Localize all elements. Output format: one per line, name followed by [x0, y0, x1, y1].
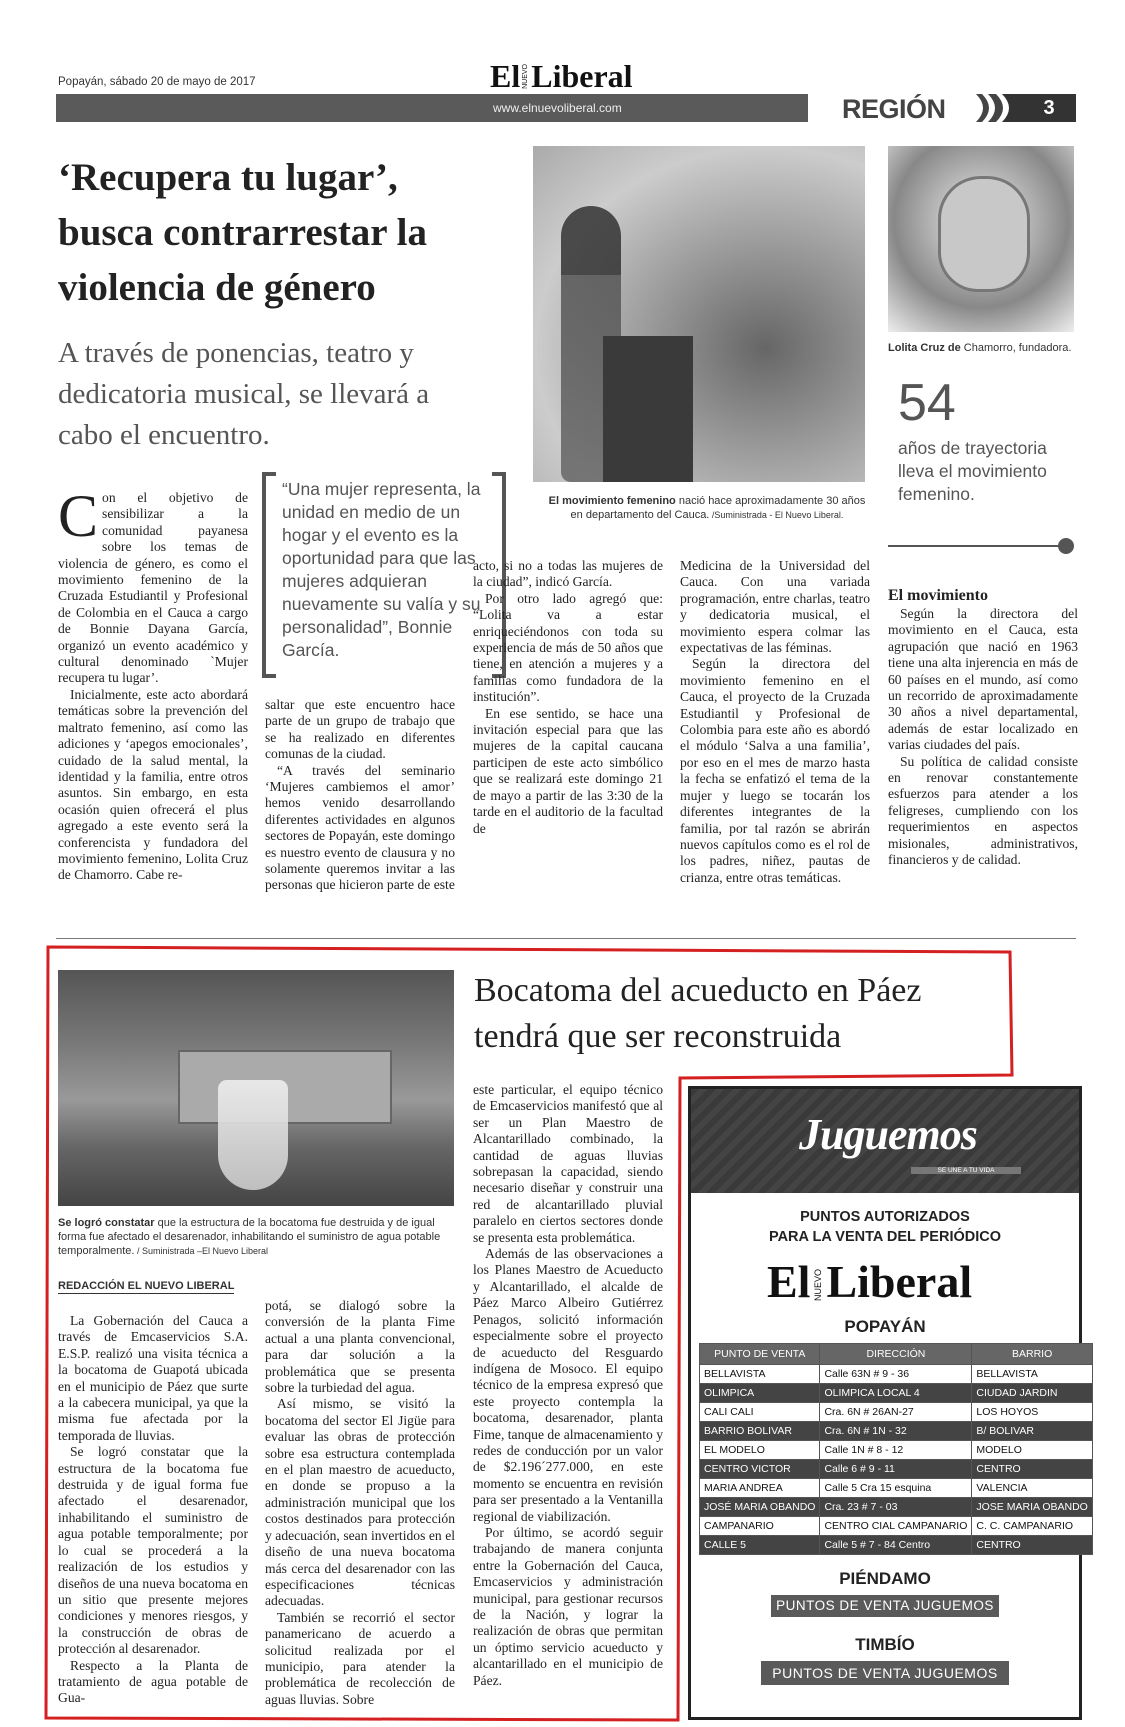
table-cell: BELLAVISTA [972, 1365, 1092, 1384]
table-cell: Calle 63N # 9 - 36 [820, 1365, 972, 1384]
table-row [700, 1403, 1093, 1422]
ad-logo-liberal: Liberal [826, 1256, 973, 1307]
table-row [700, 1422, 1093, 1441]
article2-col1-p3: Respecto a la Planta de tratamiento de agua potable de Gua- [58, 1657, 248, 1706]
stat-divider [888, 545, 1062, 547]
header-logo-liberal: Liberal [531, 58, 633, 94]
article2-column-3 [473, 1082, 663, 1689]
article1-column-1 [58, 483, 248, 884]
table-cell: CAMPANARIO [700, 1517, 820, 1536]
ad-piendamo-points: PUNTOS DE VENTA JUGUEMOS [771, 1595, 999, 1617]
table-cell: BARRIO BOLIVAR [700, 1422, 820, 1441]
ad-timbio-points: PUNTOS DE VENTA JUGUEMOS [761, 1661, 1009, 1685]
table-header-cell: DIRECCIÓN [820, 1344, 972, 1365]
water-flow [218, 1080, 288, 1190]
side-p1: Según la directora del movimiento en el Cauca, esta agrupación que nació en 1963 tiene una alta injerencia en más de 60 países en el mundo, así como un recorrido de aproximadamente 30 años a nivel departamental, además de estar localizado en varias ciudades del país. [888, 606, 1078, 753]
article2-title-line1: Bocatoma del acueducto en Páez [474, 972, 922, 1009]
article1-column-3 [473, 558, 663, 837]
ad-logo-nuevo: NUEVO [813, 1268, 824, 1301]
table-header-cell: PUNTO DE VENTA [700, 1344, 820, 1365]
quote-text: “Una mujer representa, la unidad en medio de un hogar y el evento es la oportunidad para que las mujeres adquieran nuevamente su valía y su personalidad”, Bonnie García. [282, 479, 481, 660]
table-cell: JOSÉ MARIA OBANDO [700, 1498, 820, 1517]
article2-col3-p1: este particular, el equipo técnico de Emcaservicios manifestó que al ser un Plan Maestro de Alcantarillado combinado, la cantidad de aguas lluvias sobrepasan la capacidad, siendo necesario diseñar y construir una red de alcantarillado pluvial paralelo en ciertos sectores donde se presenta esta problemática. [473, 1082, 663, 1245]
table-cell: CIUDAD JARDIN [972, 1384, 1092, 1403]
page-number: 3 [1022, 94, 1076, 122]
article1-title [58, 150, 528, 315]
table-cell: JOSE MARIA OBANDO [972, 1498, 1092, 1517]
table-cell: OLIMPICA LOCAL 4 [820, 1384, 972, 1403]
quote-bracket-left [262, 472, 276, 678]
section-arrows-icon [972, 94, 1022, 122]
table-cell: Calle 6 # 9 - 11 [820, 1460, 972, 1479]
lectern [603, 336, 693, 482]
ad-logo-el: El [767, 1256, 811, 1307]
article1-col1-p2: Inicialmente, este acto abordará temáticas sobre la prevención del maltrato femenino, así como las adiciones y ‘apegos emocionales’, cuidado de la salud mental, la identidad y la familia, entre otros asuntos. Sin embargo, en esta ocasión quien ofrecerá el plus agregado a este evento será la conferencista y fundadora del movimiento femenino, Lolita Cruz de Chamorro. Cabe re- [58, 686, 248, 883]
table-cell: CENTRO [972, 1460, 1092, 1479]
table-cell: Calle 1N # 8 - 12 [820, 1441, 972, 1460]
section-label: REGIÓN [842, 94, 946, 124]
table-row [700, 1479, 1093, 1498]
table-cell: BELLAVISTA [700, 1365, 820, 1384]
header-logo-el: El [490, 58, 521, 94]
stat-text: años de trayectoria lleva el movimiento femenino. [898, 438, 1047, 504]
article1-col4-p1: Medicina de la Universidad del Cauca. Con una variada programación, entre charlas, teatro y dedicatoria musical, el movimiento espera colmar las expectativas de las féminas. [680, 558, 870, 656]
article1-subtitle [58, 333, 528, 456]
table-cell: MARIA ANDREA [700, 1479, 820, 1498]
table-row [700, 1384, 1093, 1403]
ad-city-popayan: POPAYÁN [844, 1317, 926, 1336]
table-row [700, 1441, 1093, 1460]
bocatoma-photo [58, 970, 454, 1206]
table-cell: C. C. CAMPANARIO [972, 1517, 1092, 1536]
table-cell: Cra. 6N # 26AN-27 [820, 1403, 972, 1422]
table-row [700, 1517, 1093, 1536]
table-header-row [700, 1344, 1093, 1365]
article1-column-4 [680, 558, 870, 886]
article2-byline: REDACCIÓN EL NUEVO LIBERAL [58, 1280, 235, 1292]
article1-column-2 [265, 697, 455, 894]
table-cell: CALI CALI [700, 1403, 820, 1422]
article1-col1-p1: Con el objetivo de sensibilizar a la comunidad payanesa sobre los temas de violencia de género, es como el movimiento femenino de la Cruzada Estudiantil y Profesional de Colombia en el Cauca a cargo de Bonnie Dayana García, organizó un evento académico y cultural denominado `Mujer recupera tu lugar’. [58, 483, 248, 686]
article1-portrait-photo [888, 146, 1074, 332]
article1-col2-p1: saltar que este encuentro hace parte de un grupo de trabajo que se ha realizado en diferentes comunas de la ciudad. [265, 697, 455, 762]
article-divider [56, 938, 1076, 939]
table-header-cell: BARRIO [972, 1344, 1092, 1365]
juguemos-ad[interactable] [688, 1086, 1088, 1720]
header-website[interactable]: www.elnuevoliberal.com [493, 101, 622, 115]
table-cell: EL MODELO [700, 1441, 820, 1460]
article2-col2-p1: potá, se dialogó sobre la conversión de la planta Fime actual a una planta convencional, para dar solución a la problemática que se presenta sobre la turbiedad del agua. [265, 1298, 455, 1396]
article1-col3-p1: acto, si no a todas las mujeres de la ciudad”, indicó García. [473, 558, 663, 590]
header-bar [56, 94, 808, 122]
article2-col3-p3: Por último, se acordó seguir trabajando de manera conjunta entre la Gobernación del Cauca, Emcaservicios y administración municipal, para gestionar recursos de la Nación, y lograr la realización de obras que permitan un óptimo servicio acueducto y alcantarillado en el municipio de Páez. [473, 1524, 663, 1688]
table-cell: Calle 5 # 7 - 84 Centro [820, 1536, 972, 1555]
table-cell: LOS HOYOS [972, 1403, 1092, 1422]
article2-col1-p2: Se logró constatar que la estructura de la bocatoma fue destruida y de igual forma fue afectado el desarenador, inhabilitando el suministro de agua potable temporalmente; por lo cual se procederá a la realización de los estudios y diseños de una nueva bocatoma en un sitio que presente mejores condiciones y menores riesgos, y la construcción de obras de protección al desarenador. [58, 1444, 248, 1657]
portrait-face [938, 176, 1030, 292]
article1-col3-p2: Por otro lado agregó que: “Lolita va a estar enriqueciéndonos con toda su experiencia de más de 50 años que tiene, en atención a mujeres y a familias como fundadora de la institución”. [473, 590, 663, 705]
table-row [700, 1460, 1093, 1479]
side-p2: Su política de calidad consiste en renovar constantemente esfuerzos para atender a los feligreses, cumpliendo con los requerimientos en aspectos misionales, administrativos, financieros y de calidad. [888, 753, 1078, 868]
article1-subtitle-line2: dedicatoria musical, se llevará a [58, 378, 430, 410]
table-cell: B/ BOLIVAR [972, 1422, 1092, 1441]
ad-city-timbio: TIMBÍO [855, 1635, 915, 1654]
table-cell: CENTRO VICTOR [700, 1460, 820, 1479]
table-cell: Cra. 6N # 1N - 32 [820, 1422, 972, 1441]
article1-title-line2: busca contrarrestar la [58, 211, 427, 254]
ad-heading-line2: PARA LA VENTA DEL PERIÓDICO [768, 1229, 1001, 1245]
article2-title [474, 968, 994, 1060]
table-cell: CENTRO [972, 1536, 1092, 1555]
ad-brand-banner [691, 1089, 1079, 1193]
table-cell: OLIMPICA [700, 1384, 820, 1403]
side-heading: El movimiento [888, 587, 988, 604]
ad-logo [767, 1257, 972, 1305]
portrait-caption: Lolita Cruz de Chamorro, fundadora. [888, 342, 1072, 354]
article2-col2-p2: Así mismo, se visitó la bocatoma del sector El Jigüe para evaluar las obras de protección sobre esa estructura contemplada en el plan maestro de acueducto, en donde se propuso a la administración municipal que los costos destinados para protección y adecuación, sean invertidos en el diseño de una nueva bocatoma más cerca del desarenador con las especificaciones técnicas adecuadas. [265, 1396, 455, 1609]
table-row [700, 1365, 1093, 1384]
article1-title-line3: violencia de género [58, 266, 376, 309]
table-cell: MODELO [972, 1441, 1092, 1460]
header-date: Popayán, sábado 20 de mayo de 2017 [58, 76, 256, 88]
stat-number: 54 [898, 374, 956, 432]
article2-column-1 [58, 1313, 248, 1707]
article1-subtitle-line1: A través de ponencias, teatro y [58, 337, 414, 369]
table-cell: VALENCIA [972, 1479, 1092, 1498]
table-cell: Calle 5 Cra 15 esquina [820, 1479, 972, 1498]
ad-heading-line1: PUNTOS AUTORIZADOS [800, 1209, 970, 1225]
article1-event-photo [533, 146, 865, 482]
article1-col3-p3: En ese sentido, se hace una invitación especial para que las mujeres de la capital caucana participen de este acto simbólico que se realizará este domingo 21 de mayo a partir de las 3:30 de la tarde en el auditorio de la facultad de [473, 705, 663, 836]
table-cell: CALLE 5 [700, 1536, 820, 1555]
table-row [700, 1536, 1093, 1555]
ad-brand-tagline: SE UNE A TU VIDA [911, 1167, 1021, 1174]
article2-col2-p3: También se recorrió el sector panamericano de acuerdo a solicitud realizada por el municipio, para atender la problemática de recolección de aguas lluvias. Sobre [265, 1609, 455, 1707]
article2-column-2 [265, 1298, 455, 1708]
article1-subtitle-line3: cabo el encuentro. [58, 419, 270, 451]
article1-title-line1: ‘Recupera tu lugar’, [58, 156, 398, 199]
header-logo [490, 58, 633, 92]
table-cell: CENTRO CIAL CAMPANARIO [820, 1517, 972, 1536]
ad-city-piendamo: PIÉNDAMO [839, 1569, 931, 1588]
header-logo-nuevo: NUEVO [522, 64, 530, 89]
ad-brand: Juguemos [799, 1110, 977, 1159]
stat-dot-icon [1058, 538, 1074, 554]
article1-photo-caption: El movimiento femenino nació hace aproximadamente 30 años en departamento del Cauca. /Suministrada - El Nuevo Liberal. [548, 495, 866, 521]
article1-col4-p2: Según la directora del movimiento femenino en el Cauca, el proyecto de la Cruzada Estudiantil y Profesional de Colombia para este año es abordó el módulo ‘Salva a una familia’, por eso en el mes de marzo hasta la fecha se enfatizó el tema de la mujer y luego se tocarán los diferentes integrantes de la familia, por tal razón se abrirán nuevos capítulos como es el rol de los padres, niñez, pautas de crianza, entre otras temáticas. [680, 656, 870, 885]
article2-title-line2: tendrá que ser reconstruida [474, 1018, 842, 1055]
article1-pull-quote [262, 472, 506, 670]
article2-col3-p2: Además de las observaciones a los Planes Maestro de Acueducto y Alcantarillado, el alcalde de Páez Marco Albeiro Gutiérrez Penagos, solicitó información especialmente sobre el proyecto de acueducto del Resguardo indígena de Mosoco. El equipo técnico de la empresa expresó que este proyecto contempla la bocatoma, desarenador, planta Fime, tanque de almacenamiento y redes de conducción por un valor de $2.196´277.000, en este momento se encuentra en revisión para ser presentado a la Ventanilla regional de viabilización. [473, 1246, 663, 1524]
article2-col1-p1: La Gobernación del Cauca a través de Emcaservicios S.A. E.S.P. realizó una visita técnica a la bocatoma de Guapotá ubicada en el municipio de Páez que surte a la cabecera municipal, ya que la misma fue afectada por la temporada de lluvias. [58, 1313, 248, 1443]
ad-heading [691, 1207, 1079, 1247]
bocatoma-photo-caption: Se logró constatar que la estructura de la bocatoma fue destruida y de igual forma fue afectado el desarenador, inhabilitando el suministro de agua potable temporalmente. / Suministrada –El Nuevo Liberal [58, 1217, 441, 1257]
article1-dropcap: C [58, 483, 99, 549]
article1-side-column [888, 606, 1078, 869]
table-row [700, 1498, 1093, 1517]
ad-sales-points-table [699, 1343, 1093, 1555]
article1-col2-p2: “A través del seminario ‘Mujeres cambiemos el amor’ hemos venido desarrollando diferentes actividades en algunos sectores de Popayán, este domingo es nuestro evento de clausura y no solamente queremos invitar a las personas que hicieron parte de este [265, 762, 455, 893]
table-cell: Cra. 23 # 7 - 03 [820, 1498, 972, 1517]
